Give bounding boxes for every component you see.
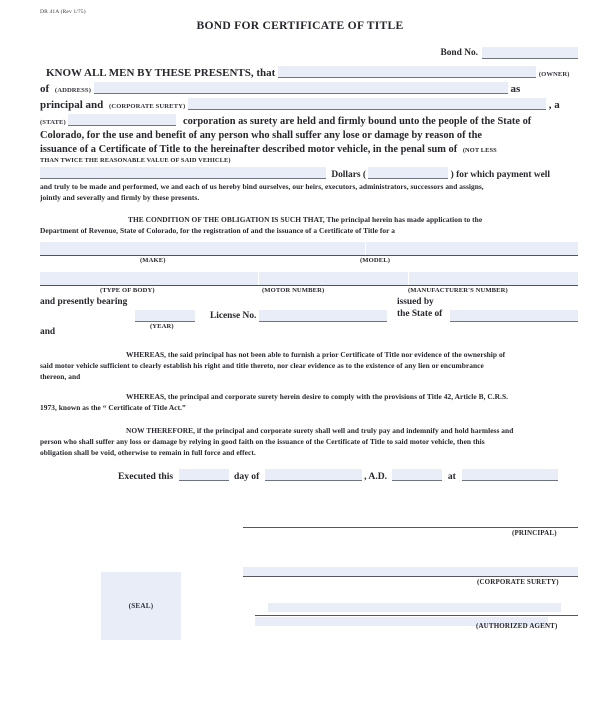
penal-sum-row bbox=[40, 167, 578, 181]
bond-no-label: Bond No. bbox=[440, 48, 478, 58]
license-no-label: License No. bbox=[210, 311, 257, 321]
bond-no-group bbox=[440, 47, 578, 59]
vehicle-row-1-labels bbox=[40, 256, 578, 268]
form-code: DR 41A (Rev 1/75) bbox=[40, 9, 86, 15]
manufacturers-number-input[interactable] bbox=[409, 272, 578, 285]
comma-a: , a bbox=[548, 99, 560, 111]
state-of-input[interactable] bbox=[450, 310, 578, 322]
manufacturers-number-caption: (MANUFACTURER'S NUMBER) bbox=[408, 287, 508, 294]
whereas-second bbox=[40, 391, 578, 413]
principal-and-label: principal and bbox=[40, 99, 104, 111]
owner-input[interactable] bbox=[278, 66, 536, 78]
address-caption: (ADDRESS) bbox=[54, 87, 91, 94]
bearing-group bbox=[40, 296, 578, 338]
principal-caption: (PRINCIPAL) bbox=[512, 529, 557, 537]
recital-line-1: corporation as surety are held and firmly bound unto the people of the State of bbox=[182, 116, 532, 127]
corporate-surety-caption: (CORPORATE SURETY) bbox=[477, 578, 559, 586]
model-caption: (MODEL) bbox=[360, 257, 391, 264]
recital-line-2: Colorado, for the use and benefit of any person who shall suffer any lose or damage by reason of the bbox=[40, 130, 483, 141]
motor-number-input[interactable] bbox=[259, 272, 408, 285]
motor-number-caption: (MOTOR NUMBER) bbox=[262, 287, 325, 294]
type-of-body-input[interactable] bbox=[40, 272, 258, 285]
make-caption: (MAKE) bbox=[140, 257, 166, 264]
executed-year-input[interactable] bbox=[392, 469, 442, 481]
now-therefore-line-3: obligation shall be void, otherwise to remain in full force and effect. bbox=[40, 448, 256, 457]
state-recital-line-1 bbox=[40, 114, 578, 129]
year-caption: (YEAR) bbox=[150, 323, 174, 330]
state-input[interactable] bbox=[68, 114, 176, 126]
recital-tail-2: jointly and severally and firmly by these presents. bbox=[40, 193, 200, 202]
executed-day-input[interactable] bbox=[179, 469, 229, 481]
not-less-note-b: THAN TWICE THE REASONABLE VALUE OF SAID VEHICLE) bbox=[40, 157, 231, 164]
bond-no-input[interactable] bbox=[482, 47, 578, 59]
seal-caption: (SEAL) bbox=[128, 602, 154, 610]
and-presently-bearing-label: and presently bearing bbox=[40, 297, 128, 307]
corporate-surety-input[interactable] bbox=[188, 98, 546, 110]
now-therefore-line-2: person who shall suffer any loss or damage by relying in good faith on the issuance of the Certificate of Title to said motor vehicle, then this bbox=[40, 437, 485, 446]
authorized-agent-caption: (AUTHORIZED AGENT) bbox=[476, 622, 558, 630]
at-label: at bbox=[447, 471, 456, 482]
page-title: BOND FOR CERTIFICATE OF TITLE bbox=[196, 19, 404, 32]
executed-place-input[interactable] bbox=[462, 469, 558, 481]
type-of-body-caption: (TYPE OF BODY) bbox=[100, 287, 155, 294]
now-therefore bbox=[40, 425, 578, 458]
now-therefore-line-1: NOW THEREFORE, if the principal and corporate surety shall well and truly pay and indemnify and hold harmless and bbox=[126, 426, 514, 435]
day-of-label: day of bbox=[233, 471, 260, 482]
and-word: and bbox=[40, 327, 56, 337]
corporate-surety-line bbox=[40, 98, 578, 114]
whereas-2-line-1: WHEREAS, the principal and corporate surety herein desire to comply with the provisions of Title 42, Article B, C.R.S. bbox=[126, 392, 509, 401]
address-line bbox=[40, 82, 578, 98]
recital-tail-1: and truly to be made and performed, we and each of us hereby bind ourselves, our heirs, executors, administrators, successors and assigns, bbox=[40, 182, 484, 191]
vehicle-row-2[interactable] bbox=[40, 272, 578, 286]
state-caption: (STATE) bbox=[40, 119, 66, 126]
whereas-1-line-2: said motor vehicle sufficient to clearly establish his right and title thereto, nor clear evidence as to the existence of any lien or encumbrance bbox=[40, 361, 484, 370]
issued-by-label: issued by bbox=[397, 297, 434, 307]
condition-line-2: Department of Revenue, State of Colorado, for the registration of and the issuance of a Certificate of Title for a bbox=[40, 226, 395, 235]
of-label: of bbox=[40, 83, 50, 95]
condition-line-1: THE CONDITION OF THE OBLIGATION IS SUCH THAT, The principal herein has made application to the bbox=[128, 215, 483, 224]
executed-group bbox=[118, 469, 558, 482]
executed-this-label: Executed this bbox=[118, 471, 174, 482]
the-state-of-label: the State of bbox=[397, 309, 443, 319]
make-input[interactable] bbox=[40, 242, 365, 255]
vehicle-row-1[interactable] bbox=[40, 242, 578, 256]
know-all-men-line bbox=[40, 66, 578, 82]
amount-figures-input[interactable] bbox=[368, 167, 448, 179]
executed-month-input[interactable] bbox=[265, 469, 362, 481]
recital-line-3-wrap bbox=[40, 143, 578, 156]
whereas-first bbox=[40, 349, 578, 382]
corporate-surety-caption: (CORPORATE SURETY) bbox=[109, 103, 186, 110]
authorized-agent-input-top[interactable] bbox=[268, 603, 561, 612]
principal-signature-line[interactable] bbox=[243, 527, 578, 528]
whereas-1-line-1: WHEREAS, the said principal has not been able to furnish a prior Certificate of Title nor evidence of the ownership of bbox=[126, 350, 506, 359]
whereas-2-line-2: 1973, known as the “ Certificate of Title Act.” bbox=[40, 403, 186, 412]
ad-label: , A.D. bbox=[364, 471, 388, 482]
vehicle-row-2-group bbox=[40, 272, 578, 298]
whereas-1-line-3: thereon, and bbox=[40, 372, 81, 381]
not-less-note-a: (NOT LESS bbox=[462, 147, 497, 154]
dollars-close: ) for which payment well bbox=[450, 170, 550, 180]
amount-words-input[interactable] bbox=[40, 167, 326, 179]
corporate-surety-signature-line[interactable] bbox=[243, 576, 578, 577]
recital-line-3: issuance of a Certificate of Title to the hereinafter described motor vehicle, in the penal sum of bbox=[40, 144, 458, 155]
authorized-agent-signature-line[interactable] bbox=[255, 615, 578, 616]
document-body bbox=[40, 66, 578, 236]
owner-caption: (OWNER) bbox=[538, 71, 570, 78]
know-all-men-text: KNOW ALL MEN BY THESE PRESENTS, that bbox=[46, 67, 276, 79]
dollars-word: Dollars ( bbox=[331, 170, 366, 180]
license-no-input[interactable] bbox=[259, 310, 387, 322]
model-input[interactable] bbox=[366, 242, 578, 255]
vehicle-row-1-group bbox=[40, 242, 578, 268]
corporate-surety-input[interactable] bbox=[243, 567, 578, 576]
address-input[interactable] bbox=[94, 82, 508, 94]
seal-box[interactable] bbox=[101, 572, 181, 640]
year-input[interactable] bbox=[135, 310, 195, 322]
as-word: as bbox=[510, 83, 521, 95]
